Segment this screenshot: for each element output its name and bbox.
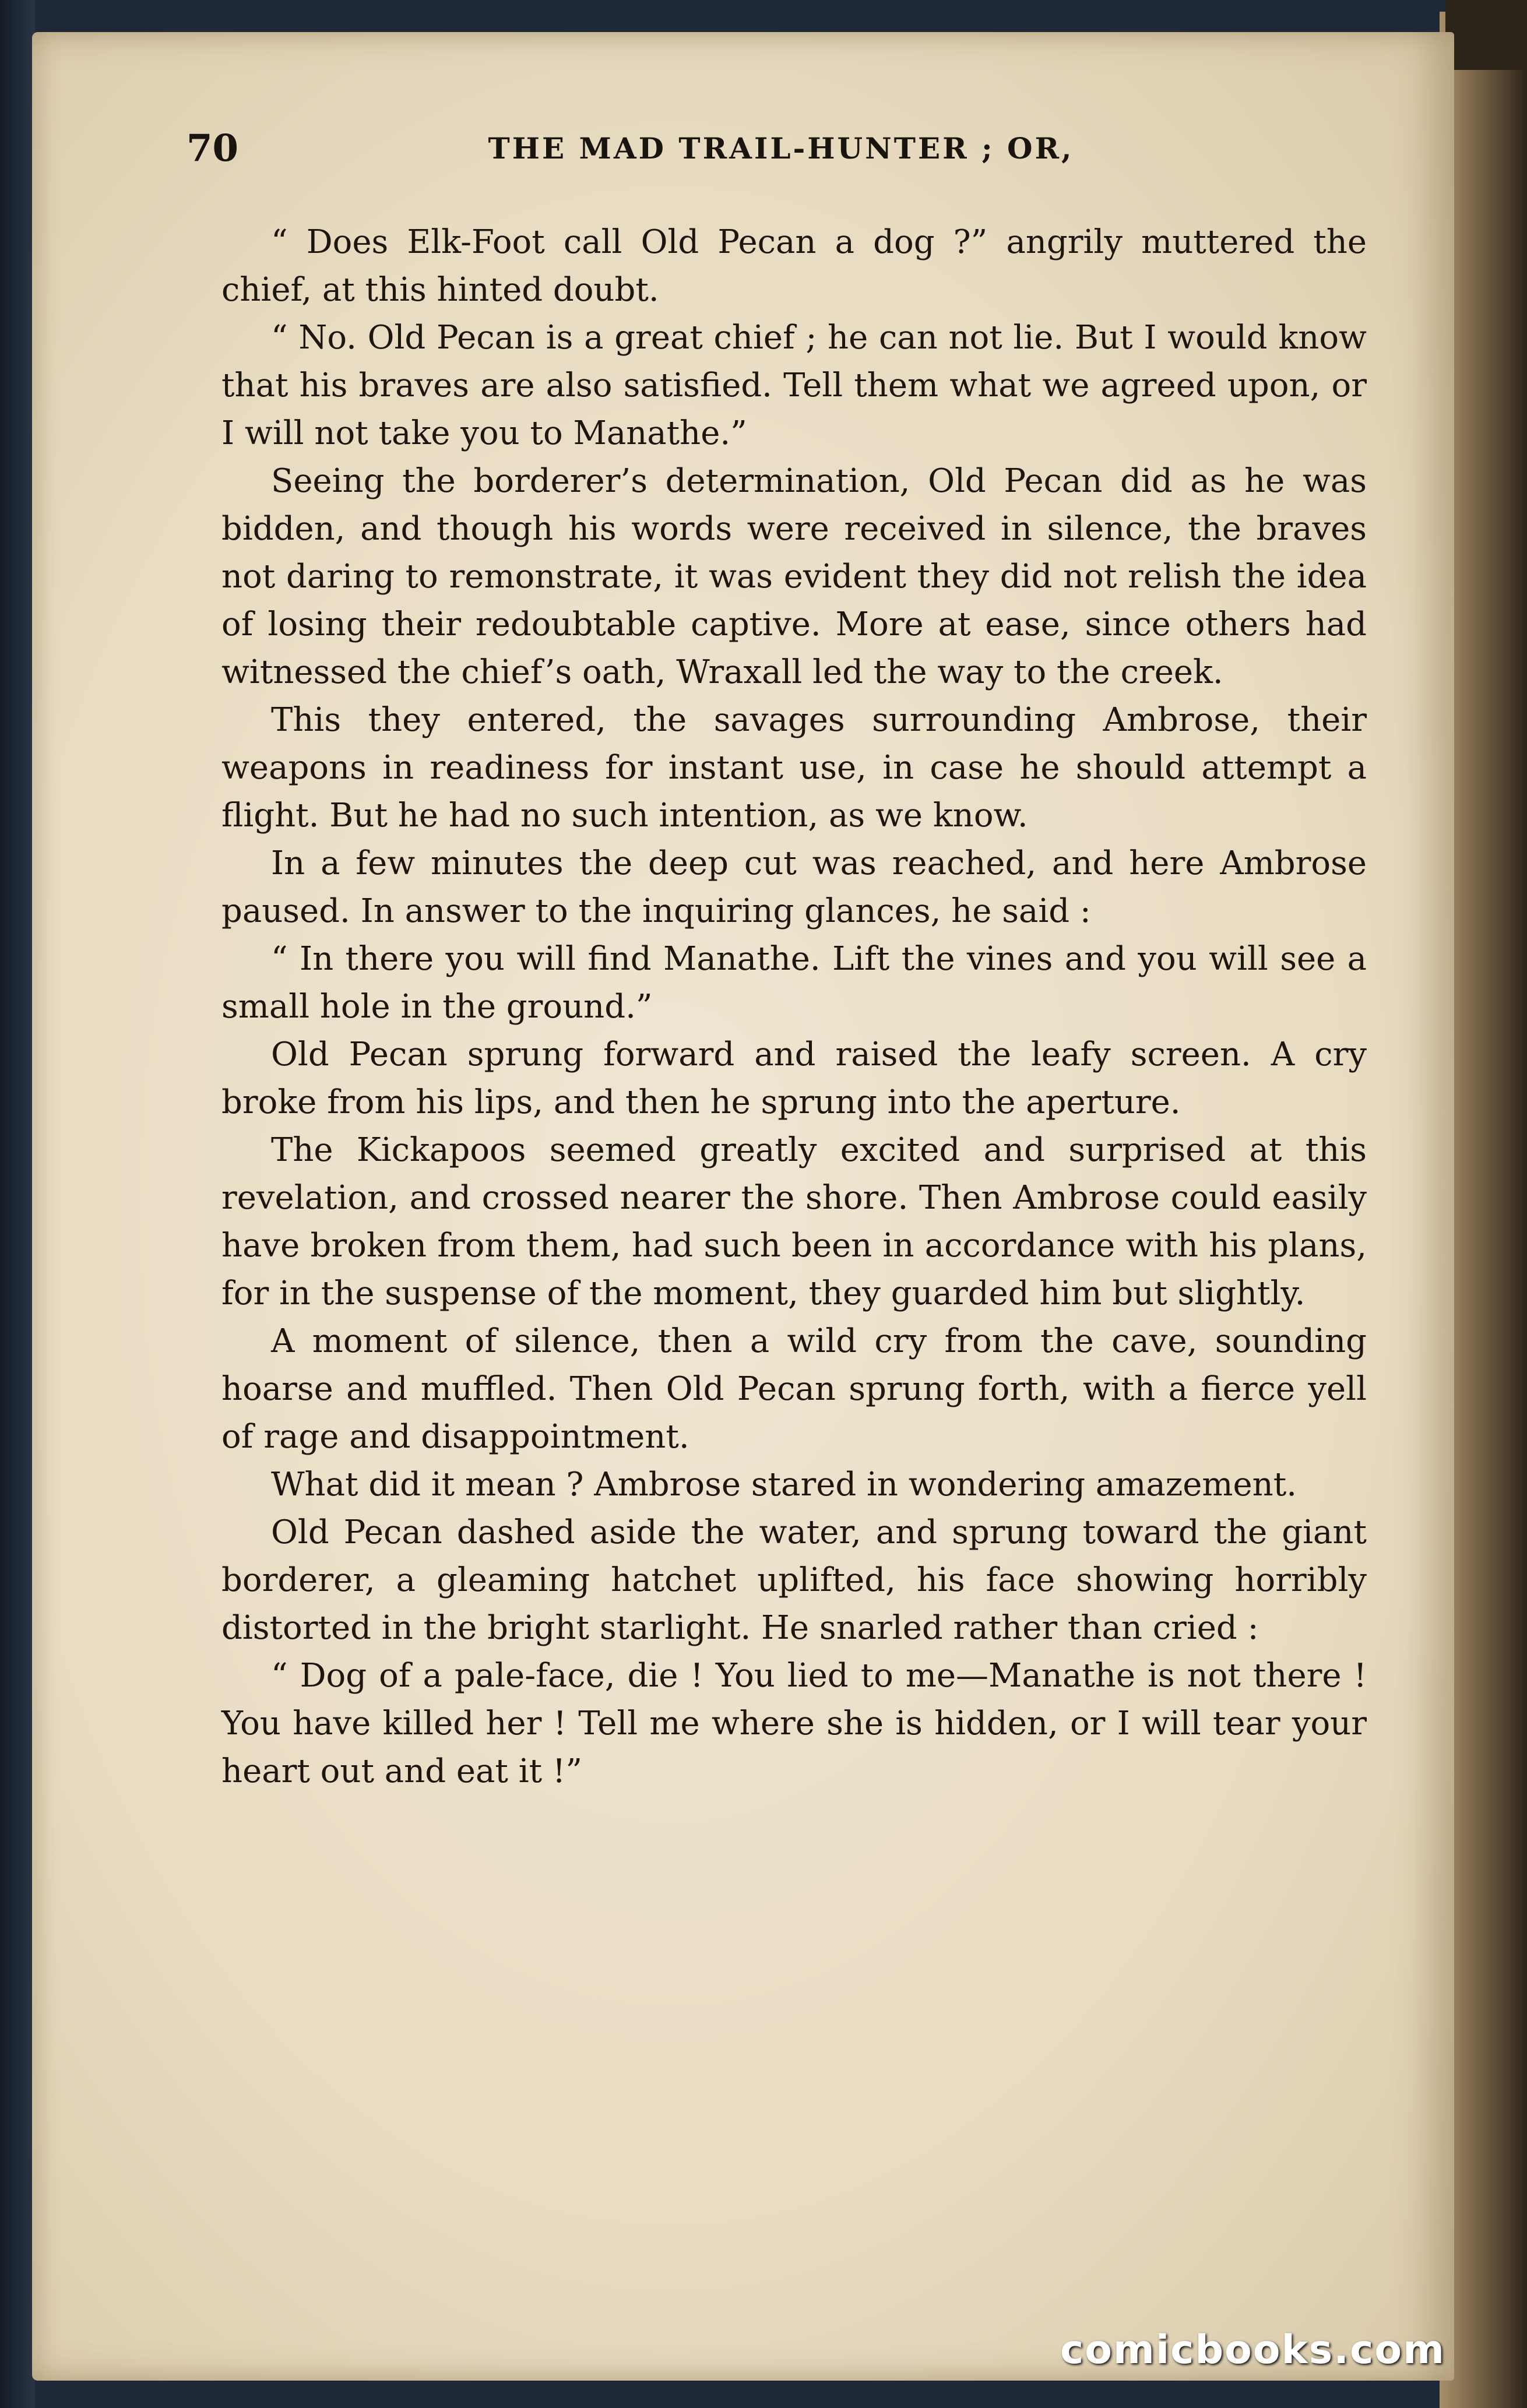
- background-corner: [1445, 0, 1527, 70]
- paragraph: “ Does Elk-Foot call Old Pecan a dog ?” angrily muttered the chief, at this hinted doubt.: [221, 223, 1367, 309]
- body-text: [221, 219, 1367, 1796]
- paragraph: The Kickapoos seemed greatly excited and surprised at this revelation, and crossed nearer the shore. Then Ambrose could easily have broken from them, had such been in accordance with his plans, for in the suspense of the moment, they guarded him but slightly.: [221, 1131, 1367, 1312]
- page-header: [187, 122, 1375, 175]
- site-watermark: comicbooks.com: [1060, 2327, 1445, 2373]
- running-head: THE MAD TRAIL-HUNTER ; OR,: [488, 131, 1074, 166]
- paragraph: “ No. Old Pecan is a great chief ; he can not lie. But I would know that his braves are also satisfied. Tell them what we agreed upon, or I will not take you to Manathe.”: [221, 319, 1367, 452]
- paragraph: Old Pecan dashed aside the water, and sprung toward the giant borderer, a gleaming hatchet uplifted, his face showing horribly distorted in the bright starlight. He snarled rather than cried :: [221, 1513, 1367, 1647]
- page-number: 70: [187, 126, 239, 170]
- background-edge: [0, 0, 35, 2408]
- paragraph: This they entered, the savages surrounding Ambrose, their weapons in readiness for instant use, in case he should attempt a flight. But he had no such intention, as we know.: [221, 701, 1367, 835]
- paragraph: “ In there you will find Manathe. Lift the vines and you will see a small hole in the ground.”: [221, 940, 1367, 1026]
- paragraph: A moment of silence, then a wild cry from the cave, sounding hoarse and muffled. Then Old Pecan sprung forth, with a fierce yell of rage and disappointment.: [221, 1322, 1367, 1456]
- paragraph: Old Pecan sprung forward and raised the leafy screen. A cry broke from his lips, and then he sprung into the aperture.: [221, 1036, 1367, 1121]
- paragraph: In a few minutes the deep cut was reached, and here Ambrose paused. In answer to the inquiring glances, he said :: [221, 844, 1367, 930]
- paragraph: What did it mean ? Ambrose stared in wondering amazement.: [271, 1466, 1297, 1504]
- paragraph: Seeing the borderer’s determination, Old Pecan did as he was bidden, and though his words were received in silence, the braves not daring to remonstrate, it was evident they did not relish the idea of losing their redoubtable captive. More at ease, since others had witnessed the chief’s oath, Wraxall led the way to the creek.: [221, 462, 1367, 691]
- paragraph: “ Dog of a pale-face, die ! You lied to me—Manathe is not there ! You have killed her ! Tell me where she is hidden, or I will tear your heart out and eat it !”: [221, 1657, 1367, 1790]
